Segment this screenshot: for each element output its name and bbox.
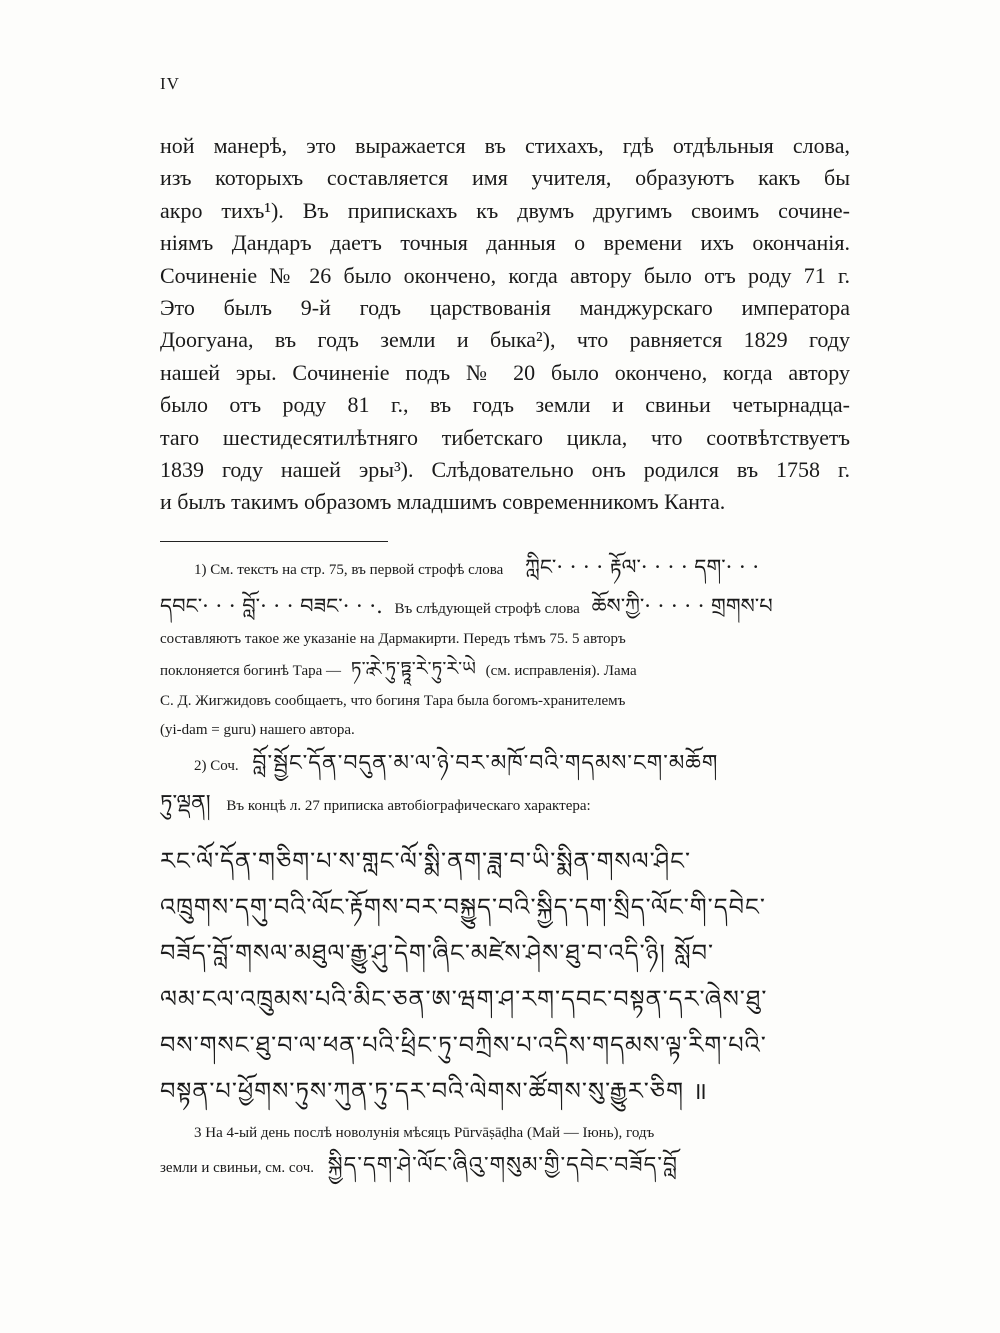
page-number: IV	[160, 74, 180, 93]
text-line: Доогуана, въ годъ земли и быка²), что равняется 1829 году	[160, 327, 850, 353]
text-line: 1839 году нашей эры³). Слѣдовательно онъ родился въ 1758 г.	[160, 456, 850, 482]
tibetan-text: སྐྱིད་དག་ཤེ་ལོང་ཞིའུ་གསུམ་གྱི་དབེང་བཟོད་བློ	[327, 1153, 679, 1178]
footnote-1-line: С. Д. Жигжидовъ сообщаетъ, что богиня Тара была богомъ-хранителемъ	[160, 693, 626, 709]
footnote-3-line	[160, 1148, 850, 1184]
footnote-text: (см. исправленія). Лама	[485, 663, 637, 679]
footnote-1-line: (yi-dam = guru) нашего автора.	[160, 722, 355, 738]
tibetan-line: རང་ལོ་དོན་གཅིག་པ་ས་གླང་ལོ་སྨི་ནག་ཟླ་བ་ཡི་སྨིན་གསལ་ཤིང་	[160, 847, 692, 875]
tibetan-line: བཟོད་བློ་གསལ་མཐུལ་རྒྱུ་ཤུ་དེག་ཞིང་མཛེས་ཤེས་ཐུ་བ་འདི་ཉི། སློབ་	[160, 939, 715, 967]
footnote-2-line	[160, 784, 850, 824]
tibetan-line: བས་གསང་ཐུ་བ་ལ་ཕན་པའི་ཕྲིང་ཏུ་བཀྲིས་པ་འདིས་གདམས་ལྟ་རིག་པའི་	[160, 1031, 767, 1059]
tibetan-text: བློ་སྦྱོང་དོན་བདུན་མ་ལ་ཉེ་བར་མཁོ་བའི་གདམས་ངག་མཆོག	[252, 751, 719, 776]
text-line: ніямъ Дандаръ даетъ точныя данныя о времени ихъ окончанія.	[160, 230, 850, 256]
tibetan-text: དབང་· · · བློ་· · · བཟང་· · ·.	[160, 594, 383, 618]
text-line: и былъ такимъ образомъ младшимъ современникомъ Канта.	[160, 489, 726, 515]
text-line: акро тихъ¹). Въ припискахъ къ двумъ другимъ своимъ сочине-	[160, 197, 850, 223]
footnote-1-line	[160, 548, 850, 586]
text-line: Сочиненіе № 26 было окончено, когда автору было отъ роду 71 г.	[160, 262, 850, 288]
footnote-1-line	[160, 652, 850, 686]
main-text	[160, 130, 850, 519]
tibetan-text: ཏ་ཱ་རེ་ཏུ་ཏྟཱ་རེ་ཏུ་རེ་ཡེ	[350, 658, 476, 680]
tibetan-line: བསྟན་པ་ཕྱོགས་ཏུས་ཀུན་ཏུ་དར་བའི་ལེགས་ཚོགས་སུ་རྒྱུར་ཅིག ॥	[160, 1077, 708, 1105]
tibetan-text: ཀླིང་· · · · རྟོལ་· · · · དག་· · ·	[525, 555, 760, 579]
text-line: Это былъ 9-й годъ царствованія манджурскаго императора	[160, 294, 850, 320]
footnote-text: Въ слѣдующей строфѣ слова	[394, 601, 580, 617]
footnote-text: 2) Соч.	[194, 758, 239, 774]
tibetan-line: འཁྲུགས་དགུ་བའི་ལོང་རྟོགས་བར་བསྐྱུད་བའི་སྐྱིད་དག་སྲིད་ལོང་གི་དབེང་	[160, 893, 766, 921]
footnote-1-line	[160, 586, 850, 626]
text-line: таго шестидесятилѣтняго тибетскаго цикла, что соотвѣтствуетъ	[160, 424, 850, 450]
footnote-3-line: 3 На 4-ый день послѣ новолунія мѣсяцъ Pūrvāṣāḍha (Май — Іюнь), годъ	[194, 1125, 655, 1141]
text-line: было отъ роду 81 г., въ годъ земли и свиньи четырнадца-	[160, 392, 850, 418]
text-line: нашей эры. Сочиненіе подъ № 20 было окончено, когда автору	[160, 359, 850, 385]
footnote-text: 1) См. текстъ на стр. 75, въ первой строфѣ слова	[194, 562, 504, 578]
footnote-rule	[160, 541, 388, 542]
text-line: ной манерѣ, это выражается въ стихахъ, гдѣ отдѣльныя слова,	[160, 133, 850, 158]
tibetan-line: ལམ་ངལ་འཁྲུམས་པའི་མིང་ཅན་ཨ་ཝག་ཤ་རག་དབང་བསྟན་དར་ཞེས་ཐུ་	[160, 985, 768, 1013]
tibetan-text: ཆོས་ཀྱི་· · · · · གྲགས་པ	[591, 594, 773, 618]
footnote-text: Въ концѣ л. 27 приписка автобіографическаго характера:	[226, 798, 591, 814]
footnote-1-line: составляютъ такое же указаніе на Дармакирти. Передъ тѣмъ 75. 5 авторъ	[160, 631, 626, 647]
footnote-text: земли и свиньи, см. соч.	[160, 1160, 314, 1176]
footnote-2-line	[160, 744, 850, 784]
footnote-text: поклоняется богинѣ Тара —	[160, 663, 342, 679]
footnotes	[160, 548, 850, 1184]
tibetan-text: ཏུ་ལྡན།	[160, 791, 211, 816]
text-line: изъ которыхъ составляется имя учителя, образуютъ какъ бы	[160, 165, 850, 191]
